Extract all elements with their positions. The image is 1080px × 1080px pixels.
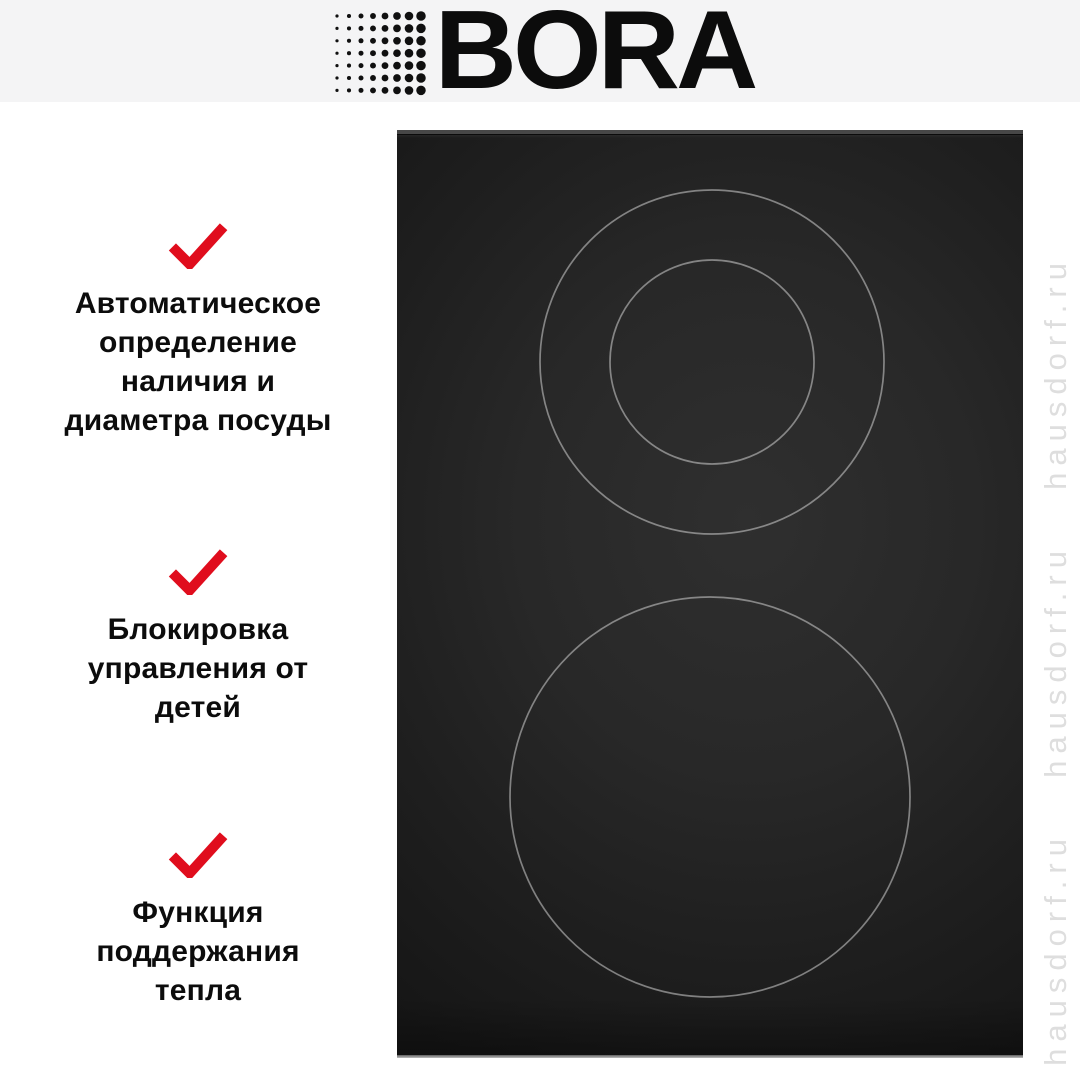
watermark-text: hausdorf.ru: [1038, 831, 1073, 1066]
feature-line: тепла: [154, 974, 242, 1007]
feature-text: [12, 284, 384, 440]
top-zone-outer-ring: [540, 190, 884, 534]
feature-item-auto-detection: [12, 219, 384, 440]
cooktop-image: [397, 130, 1023, 1058]
checkmark-icon: [168, 828, 228, 878]
checkmark-icon: [168, 545, 228, 595]
cooking-zones: [397, 130, 1023, 1058]
feature-line: Блокировка: [107, 613, 289, 646]
feature-text: [12, 610, 384, 727]
brand-name: BORA: [434, 0, 755, 113]
cooktop-bottom-edge: [397, 1055, 1023, 1058]
checkmark-icon: [168, 219, 228, 269]
bora-logo: [332, 0, 755, 113]
watermark-text: hausdorf.ru: [1038, 543, 1073, 778]
feature-item-keep-warm: [12, 828, 384, 1010]
watermark-text: hausdorf.ru: [1038, 256, 1073, 490]
feature-list: [12, 0, 384, 1080]
bottom-zone-ring: [510, 597, 910, 997]
top-zone-inner-ring: [610, 260, 814, 464]
feature-line: Автоматическое: [74, 287, 322, 320]
feature-line: диаметра посуды: [64, 404, 332, 437]
feature-line: Функция: [132, 896, 264, 929]
feature-line: управления от: [87, 652, 309, 685]
watermark-column: [1040, 256, 1078, 1065]
feature-text: [12, 893, 384, 1010]
feature-item-child-lock: [12, 545, 384, 727]
feature-line: определение: [99, 326, 297, 359]
feature-line: поддержания: [96, 935, 300, 968]
feature-line: детей: [154, 691, 242, 724]
feature-line: наличия и: [120, 365, 276, 398]
